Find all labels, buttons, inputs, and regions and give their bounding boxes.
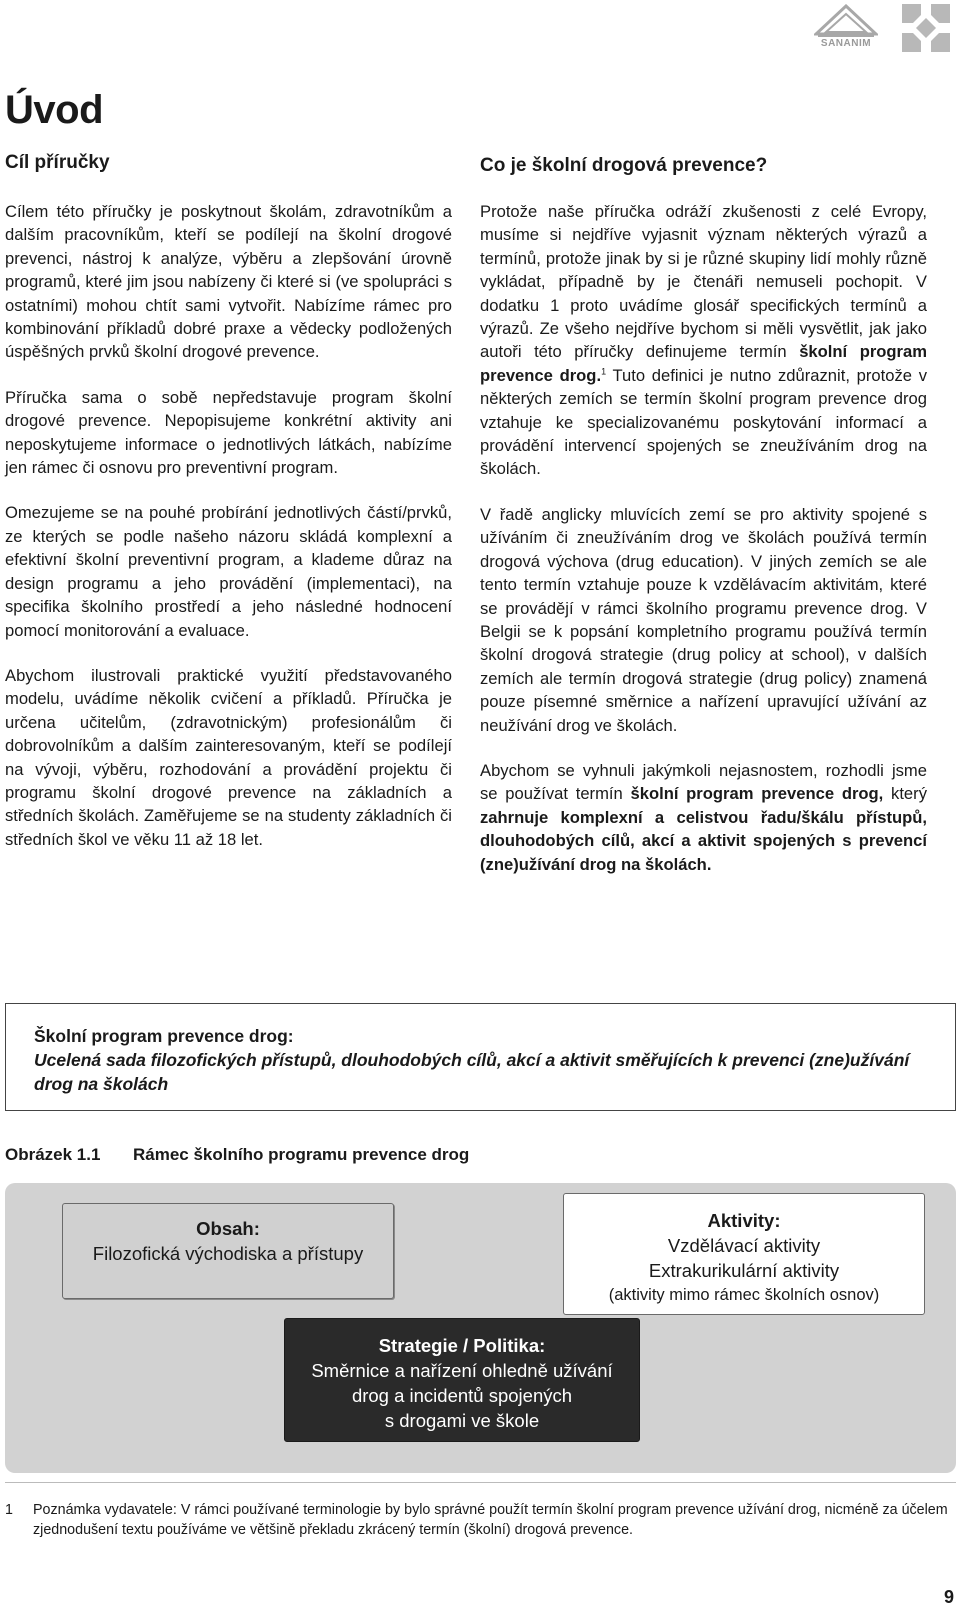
strategy-box-title: Strategie / Politika: xyxy=(378,1335,546,1356)
page-title: Úvod xyxy=(5,88,103,132)
definition-box xyxy=(5,1003,956,1111)
figure-caption xyxy=(5,1145,469,1165)
right-paragraph-3 xyxy=(480,759,927,876)
left-paragraph-2: Příručka sama o sobě nepředstavuje program školní drogové prevence. Nepopisujeme konkrétní aktivity ani neposkytujeme informace o jednotlivých látkách, nabízíme jen rámec či osnovu pro preventivní program. xyxy=(5,387,452,478)
right-paragraph-1 xyxy=(480,200,927,481)
right-p1-text-a: Protože naše příručka odráží zkušenosti z celé Evropy, musíme si nejdříve vyjasnit význam některých výrazů a termínů, protože jinak by si je různé skupiny lidí mohly různě vykládat, případně by je čtenáři nemuseli pochopit. V dodatku 1 proto uvádíme glosář specifických termínů a výrazů. Ze všeho nejdříve bychom si měli vysvětlit, jak jako autoři této příručky definujeme termín xyxy=(480,202,927,362)
left-paragraph-4: Abychom ilustrovali praktické využití představovaného modelu, uvádíme několik cvičení a příkladů. Příručka je určena učitelům, (zdravotnickým) profesionálům či dobrovolníkům a dalším zainteresovaným, kteří se podílejí na vývoji, výběru, rozhodování a provádění projektu či programu školní drogové prevence na základních a středních školách. Zaměřujeme se na studenty základních či středních škol ve věku 11 až 18 let. xyxy=(5,665,452,849)
footnote-divider xyxy=(5,1482,956,1483)
cross-logo-icon xyxy=(902,4,950,52)
sananim-logo-text: SANANIM xyxy=(820,38,872,49)
right-column xyxy=(480,200,927,898)
footnote-text: Poznámka vydavatele: V rámci používané terminologie by bylo správné použít termín školní program prevence užívání drog, nicméně za účelem zjednodušení textu používáme ve většině překladu zkrácený termín (školní) drogová prevence. xyxy=(33,1502,948,1538)
figure-caption-text: Rámec školního programu prevence drog xyxy=(133,1145,470,1164)
activities-box xyxy=(563,1193,925,1315)
left-section-heading: Cíl příručky xyxy=(5,152,110,173)
definition-text: Ucelená sada filozofických přístupů, dlouhodobých cílů, akcí a aktivit směřujících k prevenci (zne)užívání drog na školách xyxy=(34,1050,910,1094)
right-section-heading: Co je školní drogová prevence? xyxy=(480,155,768,176)
sananim-logo xyxy=(814,4,878,52)
activities-box-line-1: Vzdělávací aktivity xyxy=(667,1235,821,1256)
left-column xyxy=(5,200,452,873)
content-box-title: Obsah: xyxy=(196,1218,260,1239)
right-p1-bold-term: školní program prevence drog. xyxy=(480,342,927,385)
strategy-box-line-1: Směrnice a nařízení ohledně užívání xyxy=(311,1360,613,1381)
footnote xyxy=(5,1500,956,1540)
page-number: 9 xyxy=(943,1587,954,1607)
activities-box-line-2: Extrakurikulární aktivity xyxy=(648,1260,840,1281)
right-p3-bold-definition: zahrnuje komplexní a celistvou řadu/škálu přístupů, dlouhodobých cílů, akcí a aktivit spojených s prevencí (zne)užívání drog na školách. xyxy=(480,807,927,874)
right-p3-text-a: Abychom se vyhnuli jakýmkoli nejasnostem, rozhodli jsme se používat termín xyxy=(480,760,927,804)
left-paragraph-1: Cílem této příručky je poskytnout školám, zdravotníkům a dalším pracovníkům, kteří se podílejí na školní drogové prevenci, nástroj k analýze, výběru a zlepšování úrovně programů, které jim jsou nabízeny či které si (ve spolupráci s ostatními) mohou chtít sami vytvořit. Nabízíme rámec pro kombinování příkladů dobré praxe a vědecky podložených úspěšných prvků školní drogové prevence. xyxy=(5,202,452,362)
right-p1-text-b: Tuto definici je nutno zdůraznit, protože v některých zemích se termín školní program prevence drog vztahuje ke specializovanému poskytování informací a provádění intervencí spojených se zneužíváním drog na školách. xyxy=(480,365,927,479)
sananim-house-logo xyxy=(814,4,878,38)
activities-box-line-3: (aktivity mimo rámec školních osnov) xyxy=(608,1286,880,1304)
content-box xyxy=(62,1203,394,1299)
activities-box-title: Aktivity: xyxy=(707,1210,781,1231)
footnote-ref: 1 xyxy=(601,366,607,377)
definition-title: Školní program prevence drog: xyxy=(34,1026,294,1046)
strategy-box xyxy=(284,1318,640,1442)
left-paragraph-3: Omezujeme se na pouhé probírání jednotlivých částí/prvků, ze kterých se podle našeho názoru skládá komplexní a efektivní školní preventivní program, a klademe důraz na design programu a jeho provádění (implementaci), na specifika školního prostředí a jeho následné hodnocení pomocí monitorování a evaluace. xyxy=(5,503,452,640)
right-p3-bold-term: školní program prevence drog, xyxy=(630,784,884,804)
strategy-box-line-2: drog a incidentů spojených xyxy=(351,1385,573,1406)
strategy-box-line-3: s drogami ve škole xyxy=(384,1410,540,1431)
figure-label: Obrázek 1.1 xyxy=(5,1145,101,1164)
cross-logo xyxy=(902,4,950,52)
right-p3-text-b: který xyxy=(883,784,927,804)
footnote-number: 1 xyxy=(5,1502,13,1518)
figure-diagram xyxy=(5,1183,956,1473)
right-paragraph-2: V řadě anglicky mluvících zemí se pro aktivity spojené s užíváním či zneužíváním drog ve školách používá termín drogová výchova (drug education). V jiných zemích se ale tento termín vztahuje pouze k vzdělávacím aktivitám, které se provádějí v rámci školního programu prevence drog. V Belgii se k popsání kompletního programu používá termín školní drogová strategie (drug policy at school), v dalších zemích ale termín drogová strategie (drug policy) znamená pouze písemné směrnice a nařízení upravující užívání az neužívání drog ve školách. xyxy=(480,504,927,735)
content-box-line: Filozofická východiska a přístupy xyxy=(92,1243,364,1264)
